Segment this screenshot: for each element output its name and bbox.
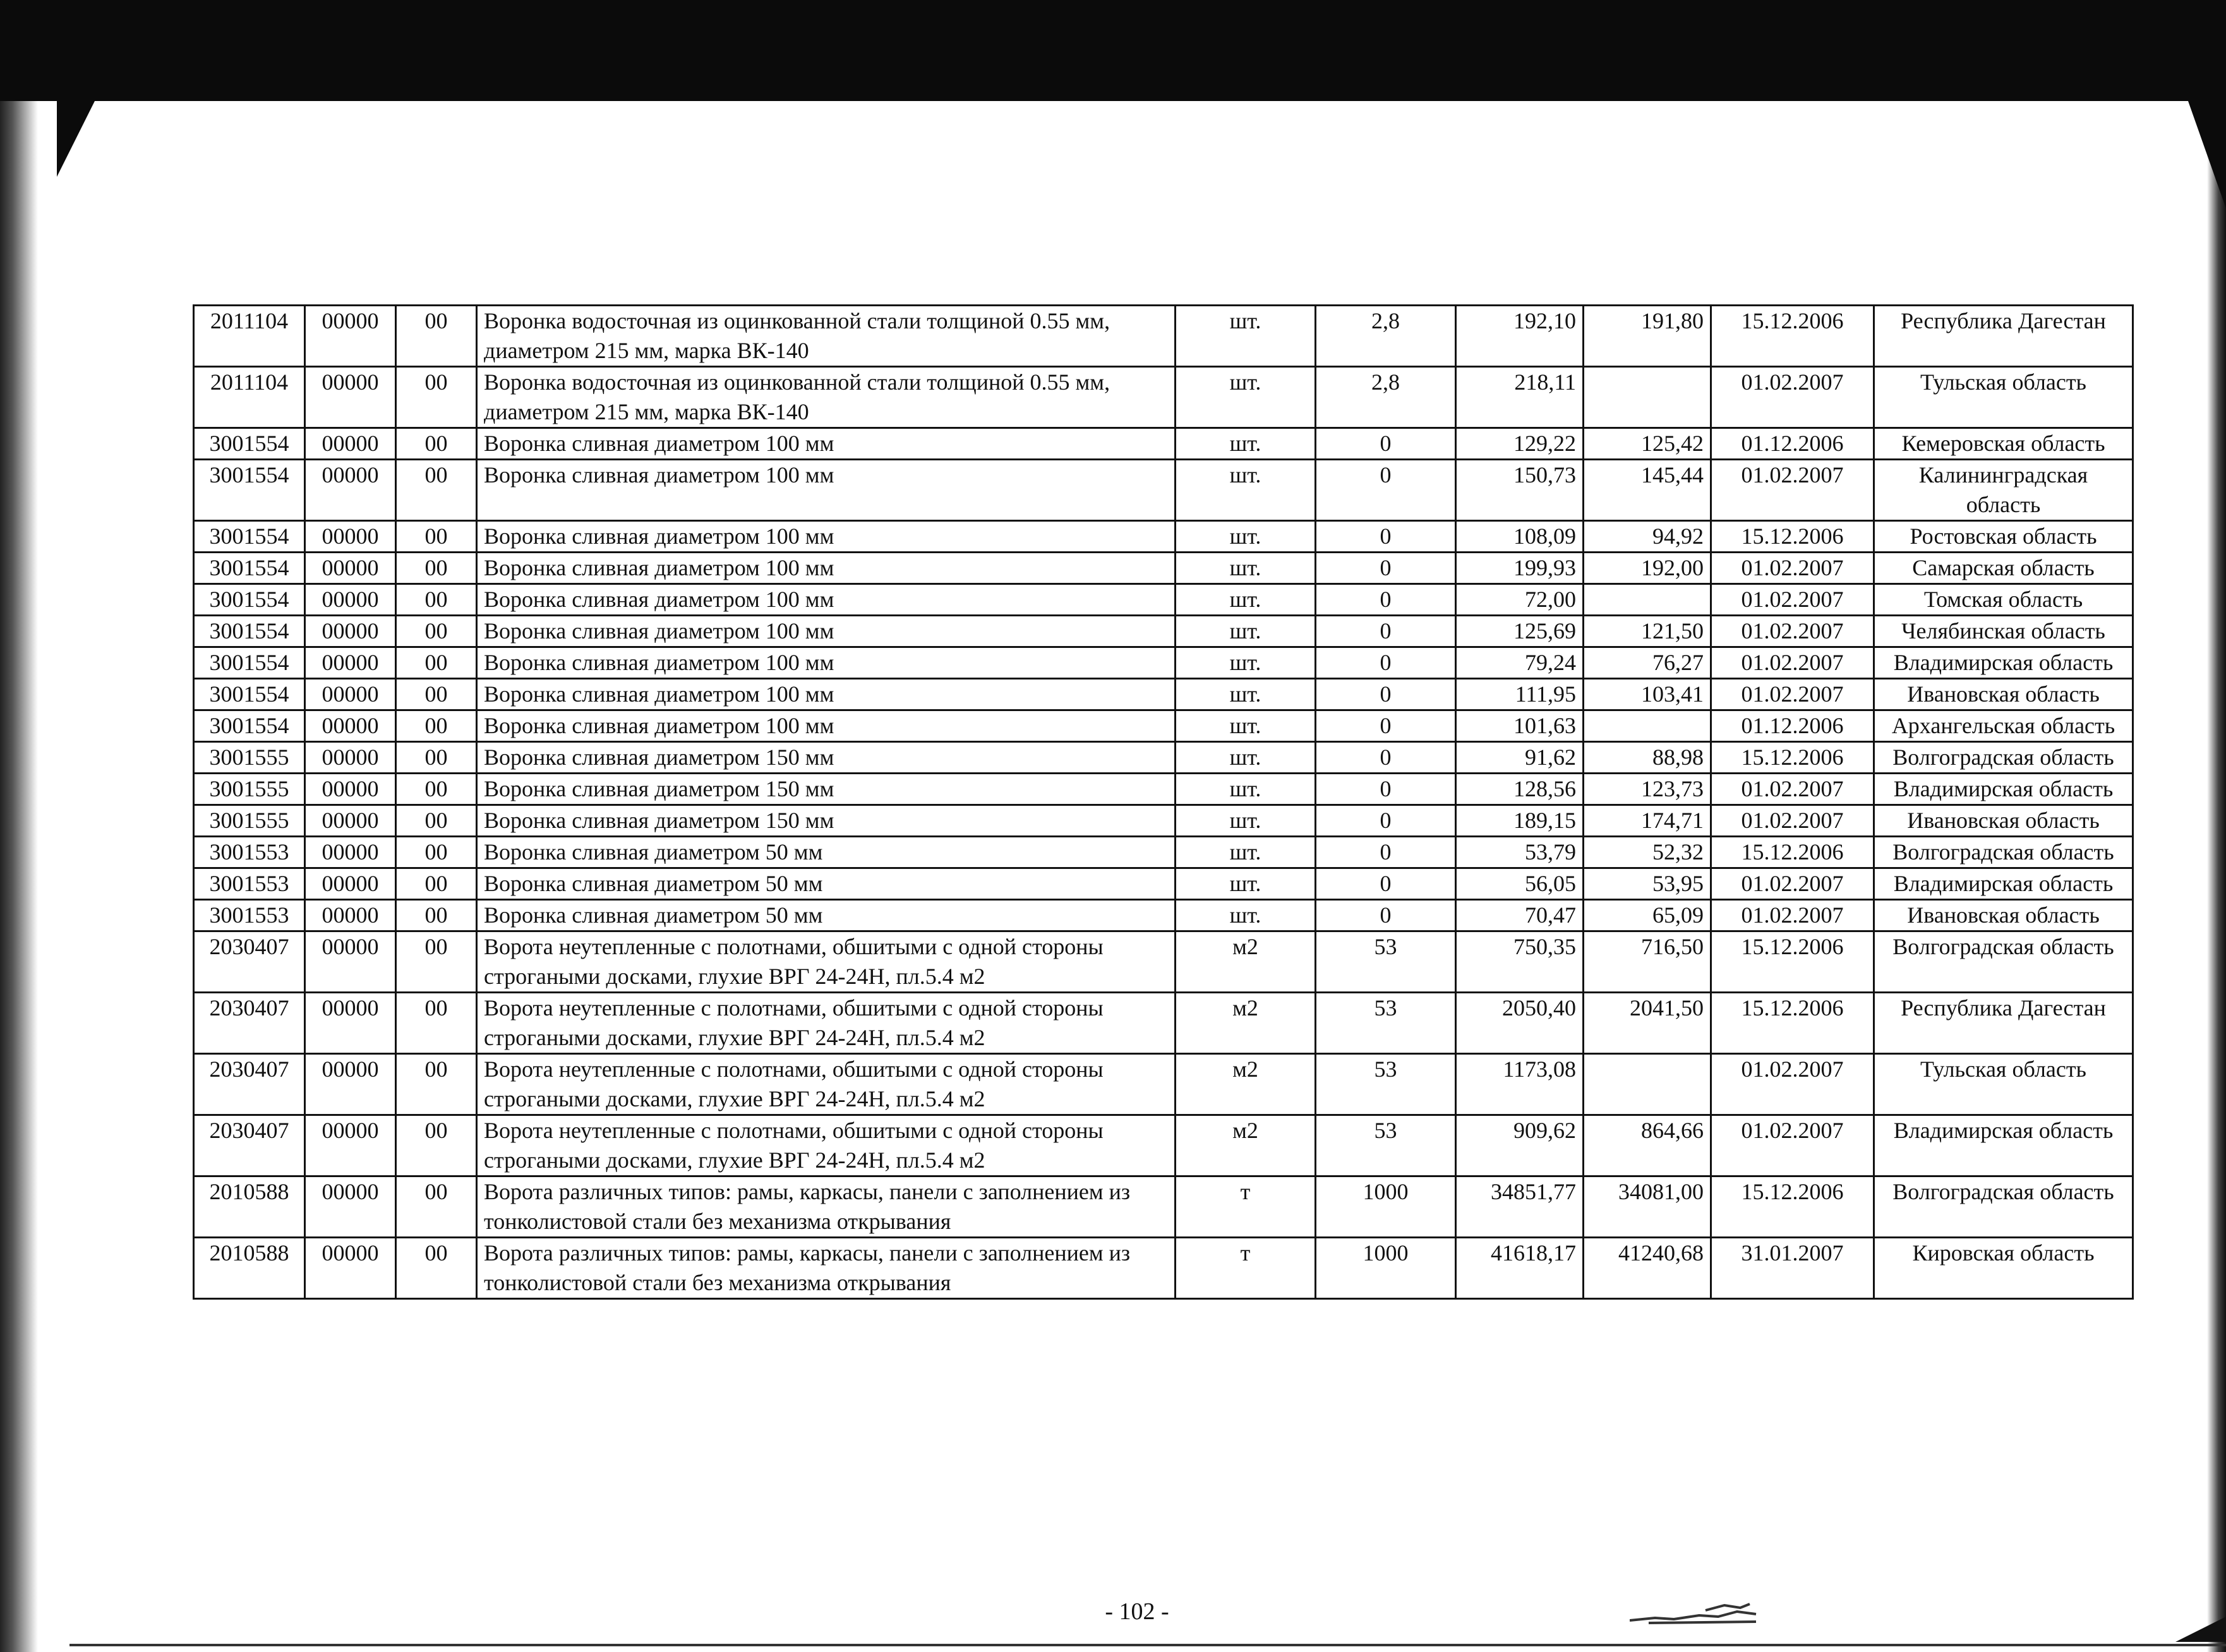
name-cell: Воронка сливная диаметром 100 мм [477, 521, 1176, 553]
region-cell: Ростовская область [1874, 521, 2133, 553]
coefficient-cell: 53 [1316, 931, 1456, 993]
price-cell: 111,95 [1456, 679, 1584, 710]
unit-cell: шт. [1176, 742, 1316, 774]
name-cell: Воронка сливная диаметром 100 мм [477, 584, 1176, 616]
subcode-cell: 00000 [305, 774, 396, 805]
coefficient-cell: 0 [1316, 710, 1456, 742]
variant-cell: 00 [396, 742, 477, 774]
table-row [194, 679, 2133, 710]
date-cell: 01.02.2007 [1711, 679, 1874, 710]
variant-cell: 00 [396, 900, 477, 931]
table-row [194, 931, 2133, 993]
name-cell: Ворота различных типов: рамы, каркасы, панели с заполнением из тонколистовой стали без механизма открывания [477, 1176, 1176, 1238]
price-cell: 70,47 [1456, 900, 1584, 931]
name-cell: Воронка сливная диаметром 150 мм [477, 774, 1176, 805]
code-cell: 3001555 [194, 774, 305, 805]
scan-bottom-edge [69, 1644, 2226, 1646]
price-cell: 189,15 [1456, 805, 1584, 837]
date-cell: 01.02.2007 [1711, 616, 1874, 647]
name-cell: Ворота неутепленные с полотнами, обшитыми с одной стороны строгаными досками, глухие ВРГ 24-24Н, пл.5.4 м2 [477, 1115, 1176, 1176]
code-cell: 2010588 [194, 1176, 305, 1238]
date-cell: 01.02.2007 [1711, 647, 1874, 679]
subcode-cell: 00000 [305, 931, 396, 993]
table-row [194, 868, 2133, 900]
subcode-cell: 00000 [305, 993, 396, 1054]
date-cell: 01.02.2007 [1711, 805, 1874, 837]
date-cell: 15.12.2006 [1711, 306, 1874, 367]
name-cell: Воронка водосточная из оцинкованной стали толщиной 0.55 мм, диаметром 215 мм, марка ВК-140 [477, 367, 1176, 428]
price-alt-cell: 53,95 [1584, 868, 1711, 900]
coefficient-cell: 0 [1316, 679, 1456, 710]
code-cell: 3001554 [194, 460, 305, 521]
region-cell: Калининградская область [1874, 460, 2133, 521]
subcode-cell: 00000 [305, 521, 396, 553]
table-row [194, 805, 2133, 837]
price-alt-cell: 192,00 [1584, 553, 1711, 584]
price-cell: 150,73 [1456, 460, 1584, 521]
table-row [194, 1054, 2133, 1115]
unit-cell: шт. [1176, 460, 1316, 521]
name-cell: Воронка сливная диаметром 100 мм [477, 710, 1176, 742]
region-cell: Тульская область [1874, 1054, 2133, 1115]
date-cell: 01.02.2007 [1711, 1115, 1874, 1176]
subcode-cell: 00000 [305, 805, 396, 837]
unit-cell: шт. [1176, 584, 1316, 616]
date-cell: 01.02.2007 [1711, 1054, 1874, 1115]
table-row [194, 742, 2133, 774]
price-cell: 79,24 [1456, 647, 1584, 679]
region-cell: Владимирская область [1874, 647, 2133, 679]
name-cell: Воронка сливная диаметром 100 мм [477, 616, 1176, 647]
scan-left-edge [0, 101, 61, 1652]
coefficient-cell: 2,8 [1316, 306, 1456, 367]
signature-scribble [1630, 1599, 1762, 1624]
table-row [194, 306, 2133, 367]
price-cell: 53,79 [1456, 837, 1584, 868]
price-cell: 192,10 [1456, 306, 1584, 367]
table-row [194, 584, 2133, 616]
subcode-cell: 00000 [305, 742, 396, 774]
region-cell: Ивановская область [1874, 900, 2133, 931]
coefficient-cell: 53 [1316, 993, 1456, 1054]
code-cell: 2030407 [194, 1115, 305, 1176]
name-cell: Ворота различных типов: рамы, каркасы, панели с заполнением из тонколистовой стали без механизма открывания [477, 1238, 1176, 1299]
price-alt-cell [1584, 710, 1711, 742]
name-cell: Воронка сливная диаметром 50 мм [477, 868, 1176, 900]
region-cell: Владимирская область [1874, 868, 2133, 900]
unit-cell: шт. [1176, 868, 1316, 900]
variant-cell: 00 [396, 647, 477, 679]
date-cell: 15.12.2006 [1711, 931, 1874, 993]
table-row [194, 647, 2133, 679]
subcode-cell: 00000 [305, 367, 396, 428]
price-alt-cell: 123,73 [1584, 774, 1711, 805]
unit-cell: т [1176, 1176, 1316, 1238]
coefficient-cell: 2,8 [1316, 367, 1456, 428]
price-cell: 2050,40 [1456, 993, 1584, 1054]
variant-cell: 00 [396, 306, 477, 367]
region-cell: Ивановская область [1874, 805, 2133, 837]
price-table-body [194, 306, 2133, 1299]
name-cell: Воронка сливная диаметром 150 мм [477, 805, 1176, 837]
unit-cell: шт. [1176, 306, 1316, 367]
code-cell: 3001554 [194, 553, 305, 584]
name-cell: Ворота неутепленные с полотнами, обшитыми с одной стороны строгаными досками, глухие ВРГ 24-24Н, пл.5.4 м2 [477, 931, 1176, 993]
table-row [194, 367, 2133, 428]
unit-cell: м2 [1176, 931, 1316, 993]
code-cell: 2011104 [194, 367, 305, 428]
region-cell: Владимирская область [1874, 1115, 2133, 1176]
subcode-cell: 00000 [305, 1238, 396, 1299]
variant-cell: 00 [396, 584, 477, 616]
name-cell: Ворота неутепленные с полотнами, обшитыми с одной стороны строгаными досками, глухие ВРГ 24-24Н, пл.5.4 м2 [477, 993, 1176, 1054]
price-cell: 909,62 [1456, 1115, 1584, 1176]
variant-cell: 00 [396, 710, 477, 742]
unit-cell: шт. [1176, 710, 1316, 742]
price-cell: 56,05 [1456, 868, 1584, 900]
region-cell: Ивановская область [1874, 679, 2133, 710]
price-cell: 41618,17 [1456, 1238, 1584, 1299]
price-alt-cell [1584, 367, 1711, 428]
coefficient-cell: 0 [1316, 553, 1456, 584]
date-cell: 01.12.2006 [1711, 428, 1874, 460]
region-cell: Архангельская область [1874, 710, 2133, 742]
date-cell: 01.02.2007 [1711, 868, 1874, 900]
price-cell: 72,00 [1456, 584, 1584, 616]
table-row [194, 710, 2133, 742]
price-alt-cell [1584, 1054, 1711, 1115]
subcode-cell: 00000 [305, 553, 396, 584]
unit-cell: шт. [1176, 900, 1316, 931]
unit-cell: м2 [1176, 1115, 1316, 1176]
coefficient-cell: 0 [1316, 616, 1456, 647]
name-cell: Воронка водосточная из оцинкованной стали толщиной 0.55 мм, диаметром 215 мм, марка ВК-140 [477, 306, 1176, 367]
unit-cell: шт. [1176, 647, 1316, 679]
name-cell: Воронка сливная диаметром 50 мм [477, 837, 1176, 868]
price-cell: 750,35 [1456, 931, 1584, 993]
date-cell: 15.12.2006 [1711, 993, 1874, 1054]
variant-cell: 00 [396, 521, 477, 553]
variant-cell: 00 [396, 931, 477, 993]
subcode-cell: 00000 [305, 710, 396, 742]
variant-cell: 00 [396, 616, 477, 647]
coefficient-cell: 0 [1316, 428, 1456, 460]
subcode-cell: 00000 [305, 584, 396, 616]
price-cell: 101,63 [1456, 710, 1584, 742]
code-cell: 3001554 [194, 679, 305, 710]
coefficient-cell: 0 [1316, 774, 1456, 805]
unit-cell: шт. [1176, 616, 1316, 647]
code-cell: 3001554 [194, 428, 305, 460]
scan-right-edge [2207, 101, 2226, 1652]
price-alt-cell: 103,41 [1584, 679, 1711, 710]
page-number: - 102 - [1105, 1598, 1169, 1625]
coefficient-cell: 1000 [1316, 1176, 1456, 1238]
name-cell: Ворота неутепленные с полотнами, обшитыми с одной стороны строгаными досками, глухие ВРГ 24-24Н, пл.5.4 м2 [477, 1054, 1176, 1115]
price-alt-cell: 191,80 [1584, 306, 1711, 367]
date-cell: 01.02.2007 [1711, 460, 1874, 521]
variant-cell: 00 [396, 1238, 477, 1299]
name-cell: Воронка сливная диаметром 100 мм [477, 647, 1176, 679]
subcode-cell: 00000 [305, 428, 396, 460]
subcode-cell: 00000 [305, 1115, 396, 1176]
date-cell: 15.12.2006 [1711, 742, 1874, 774]
unit-cell: шт. [1176, 428, 1316, 460]
coefficient-cell: 1000 [1316, 1238, 1456, 1299]
code-cell: 3001554 [194, 647, 305, 679]
name-cell: Воронка сливная диаметром 50 мм [477, 900, 1176, 931]
date-cell: 15.12.2006 [1711, 837, 1874, 868]
coefficient-cell: 0 [1316, 837, 1456, 868]
region-cell: Волгоградская область [1874, 1176, 2133, 1238]
date-cell: 15.12.2006 [1711, 521, 1874, 553]
subcode-cell: 00000 [305, 616, 396, 647]
name-cell: Воронка сливная диаметром 100 мм [477, 460, 1176, 521]
variant-cell: 00 [396, 805, 477, 837]
unit-cell: шт. [1176, 774, 1316, 805]
name-cell: Воронка сливная диаметром 100 мм [477, 553, 1176, 584]
coefficient-cell: 0 [1316, 868, 1456, 900]
variant-cell: 00 [396, 428, 477, 460]
coefficient-cell: 53 [1316, 1115, 1456, 1176]
price-alt-cell: 145,44 [1584, 460, 1711, 521]
unit-cell: шт. [1176, 521, 1316, 553]
table-row [194, 1115, 2133, 1176]
scan-bottom-right-corner [2175, 1617, 2226, 1642]
price-alt-cell: 121,50 [1584, 616, 1711, 647]
variant-cell: 00 [396, 1054, 477, 1115]
price-cell: 1173,08 [1456, 1054, 1584, 1115]
code-cell: 2030407 [194, 993, 305, 1054]
variant-cell: 00 [396, 1115, 477, 1176]
unit-cell: м2 [1176, 993, 1316, 1054]
price-alt-cell: 716,50 [1584, 931, 1711, 993]
table-row [194, 993, 2133, 1054]
code-cell: 3001553 [194, 868, 305, 900]
unit-cell: т [1176, 1238, 1316, 1299]
date-cell: 01.02.2007 [1711, 774, 1874, 805]
subcode-cell: 00000 [305, 1054, 396, 1115]
price-cell: 91,62 [1456, 742, 1584, 774]
table-row [194, 460, 2133, 521]
price-cell: 125,69 [1456, 616, 1584, 647]
table-row [194, 428, 2133, 460]
price-alt-cell: 125,42 [1584, 428, 1711, 460]
date-cell: 01.02.2007 [1711, 584, 1874, 616]
name-cell: Воронка сливная диаметром 100 мм [477, 428, 1176, 460]
table-row [194, 1176, 2133, 1238]
scan-left-corner [57, 101, 95, 177]
region-cell: Республика Дагестан [1874, 993, 2133, 1054]
code-cell: 3001553 [194, 837, 305, 868]
table-row [194, 521, 2133, 553]
code-cell: 2030407 [194, 1054, 305, 1115]
table-row [194, 900, 2133, 931]
table-row [194, 616, 2133, 647]
price-alt-cell: 2041,50 [1584, 993, 1711, 1054]
coefficient-cell: 0 [1316, 805, 1456, 837]
price-cell: 218,11 [1456, 367, 1584, 428]
region-cell: Кировская область [1874, 1238, 2133, 1299]
price-cell: 199,93 [1456, 553, 1584, 584]
region-cell: Владимирская область [1874, 774, 2133, 805]
variant-cell: 00 [396, 1176, 477, 1238]
price-alt-cell: 174,71 [1584, 805, 1711, 837]
variant-cell: 00 [396, 460, 477, 521]
code-cell: 3001554 [194, 710, 305, 742]
region-cell: Самарская область [1874, 553, 2133, 584]
price-table [193, 304, 2134, 1300]
price-alt-cell: 52,32 [1584, 837, 1711, 868]
region-cell: Волгоградская область [1874, 837, 2133, 868]
code-cell: 2010588 [194, 1238, 305, 1299]
name-cell: Воронка сливная диаметром 150 мм [477, 742, 1176, 774]
variant-cell: 00 [396, 553, 477, 584]
date-cell: 01.02.2007 [1711, 900, 1874, 931]
coefficient-cell: 0 [1316, 742, 1456, 774]
coefficient-cell: 0 [1316, 584, 1456, 616]
subcode-cell: 00000 [305, 679, 396, 710]
region-cell: Томская область [1874, 584, 2133, 616]
subcode-cell: 00000 [305, 647, 396, 679]
variant-cell: 00 [396, 993, 477, 1054]
region-cell: Волгоградская область [1874, 931, 2133, 993]
unit-cell: шт. [1176, 367, 1316, 428]
coefficient-cell: 0 [1316, 900, 1456, 931]
unit-cell: м2 [1176, 1054, 1316, 1115]
region-cell: Республика Дагестан [1874, 306, 2133, 367]
price-alt-cell: 65,09 [1584, 900, 1711, 931]
region-cell: Кемеровская область [1874, 428, 2133, 460]
variant-cell: 00 [396, 679, 477, 710]
subcode-cell: 00000 [305, 1176, 396, 1238]
price-alt-cell [1584, 584, 1711, 616]
variant-cell: 00 [396, 837, 477, 868]
coefficient-cell: 53 [1316, 1054, 1456, 1115]
subcode-cell: 00000 [305, 868, 396, 900]
coefficient-cell: 0 [1316, 647, 1456, 679]
code-cell: 2030407 [194, 931, 305, 993]
region-cell: Тульская область [1874, 367, 2133, 428]
date-cell: 01.02.2007 [1711, 367, 1874, 428]
price-alt-cell: 76,27 [1584, 647, 1711, 679]
coefficient-cell: 0 [1316, 521, 1456, 553]
date-cell: 01.02.2007 [1711, 553, 1874, 584]
price-cell: 128,56 [1456, 774, 1584, 805]
date-cell: 15.12.2006 [1711, 1176, 1874, 1238]
variant-cell: 00 [396, 367, 477, 428]
table-row [194, 553, 2133, 584]
scan-top-border [0, 0, 2226, 101]
code-cell: 2011104 [194, 306, 305, 367]
code-cell: 3001554 [194, 584, 305, 616]
subcode-cell: 00000 [305, 306, 396, 367]
code-cell: 3001555 [194, 742, 305, 774]
price-alt-cell: 88,98 [1584, 742, 1711, 774]
region-cell: Волгоградская область [1874, 742, 2133, 774]
name-cell: Воронка сливная диаметром 100 мм [477, 679, 1176, 710]
coefficient-cell: 0 [1316, 460, 1456, 521]
subcode-cell: 00000 [305, 900, 396, 931]
variant-cell: 00 [396, 868, 477, 900]
price-cell: 129,22 [1456, 428, 1584, 460]
price-alt-cell: 864,66 [1584, 1115, 1711, 1176]
table-row [194, 837, 2133, 868]
price-alt-cell: 41240,68 [1584, 1238, 1711, 1299]
table-row [194, 774, 2133, 805]
code-cell: 3001554 [194, 521, 305, 553]
unit-cell: шт. [1176, 553, 1316, 584]
price-alt-cell: 94,92 [1584, 521, 1711, 553]
date-cell: 01.12.2006 [1711, 710, 1874, 742]
code-cell: 3001555 [194, 805, 305, 837]
code-cell: 3001554 [194, 616, 305, 647]
unit-cell: шт. [1176, 679, 1316, 710]
price-cell: 34851,77 [1456, 1176, 1584, 1238]
unit-cell: шт. [1176, 805, 1316, 837]
subcode-cell: 00000 [305, 460, 396, 521]
table-row [194, 1238, 2133, 1299]
date-cell: 31.01.2007 [1711, 1238, 1874, 1299]
variant-cell: 00 [396, 774, 477, 805]
price-cell: 108,09 [1456, 521, 1584, 553]
unit-cell: шт. [1176, 837, 1316, 868]
subcode-cell: 00000 [305, 837, 396, 868]
region-cell: Челябинская область [1874, 616, 2133, 647]
code-cell: 3001553 [194, 900, 305, 931]
price-alt-cell: 34081,00 [1584, 1176, 1711, 1238]
